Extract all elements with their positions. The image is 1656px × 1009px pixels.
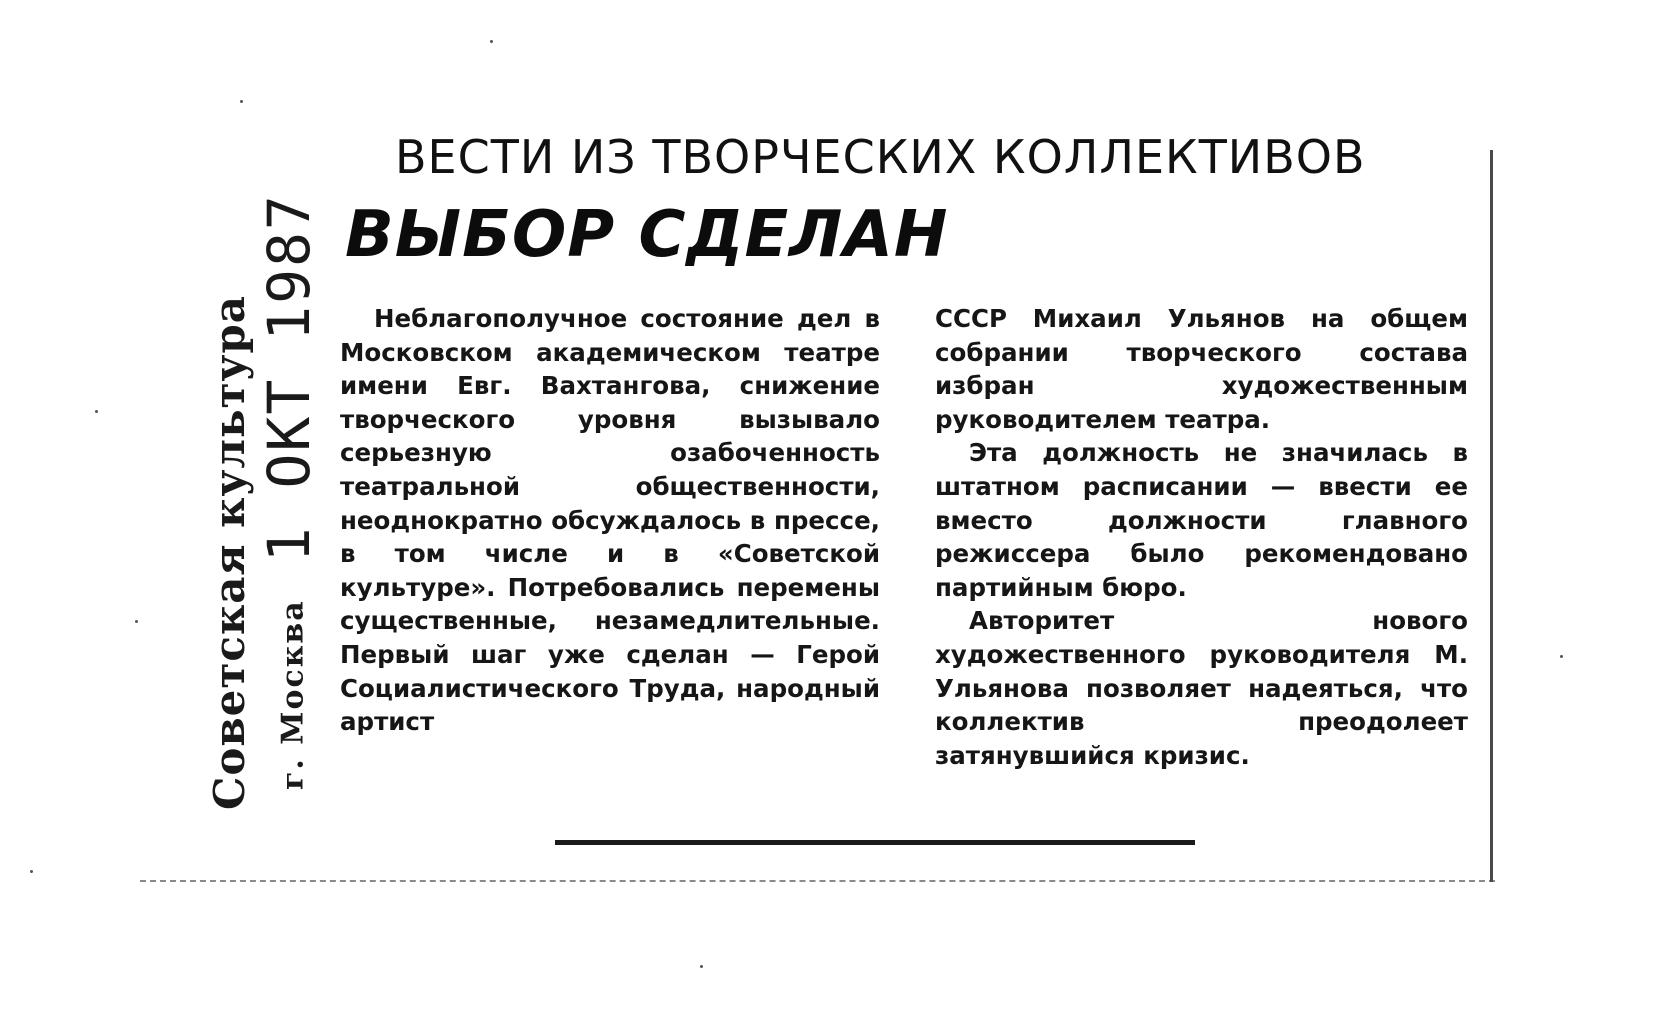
scan-speck xyxy=(1560,655,1563,658)
scan-speck xyxy=(135,620,138,623)
scan-speck xyxy=(490,40,493,43)
scan-speck xyxy=(700,965,703,968)
section-rubric: ВЕСТИ ИЗ ТВОРЧЕСКИХ КОЛЛЕКТИВОВ xyxy=(395,130,1366,184)
stamp-newspaper-name: Советская культура xyxy=(205,295,254,810)
stamp-date-line xyxy=(255,193,323,790)
article-paragraph: Эта должность не значилась в штатном расписании — ввести ее вместо должности главного режиссера было рекомендовано партийным бюро. xyxy=(935,438,1468,602)
scan-speck xyxy=(240,100,243,103)
article-paragraph: Авторитет нового художественного руководителя М. Ульянова позволяет надеяться, что коллектив преодолеет затянувшийся кризис. xyxy=(935,606,1468,770)
archive-stamp xyxy=(205,160,323,810)
clipping-bottom-edge xyxy=(140,880,1495,882)
article-headline: ВЫБОР СДЕЛАН xyxy=(345,198,949,272)
stamp-city: г. Москва xyxy=(275,599,311,790)
article-column-1 xyxy=(340,302,880,739)
stamp-date: 1 ОКТ 1987 xyxy=(255,193,323,563)
article-paragraph: СССР Михаил Ульянов на общем собрании творческого состава избран художественным руководителем театра. xyxy=(935,304,1468,434)
article-end-rule xyxy=(555,840,1195,845)
scan-speck xyxy=(30,870,33,873)
article-paragraph: Неблагополучное состояние дел в Московском академическом театре имени Евг. Вахтангова, снижение творческого уровня вызывало серьезную озабоченность театральной общественности, неоднократно обсуждалось в прессе, в том числе и в «Советской культуре». Потребовались перемены существенные, незамедлительные. Первый шаг уже сделан — Герой Социалистического Труда, народный артист xyxy=(340,304,880,737)
article-column-2 xyxy=(935,302,1468,772)
scan-speck xyxy=(95,410,98,413)
clipping-right-edge xyxy=(1490,150,1493,882)
